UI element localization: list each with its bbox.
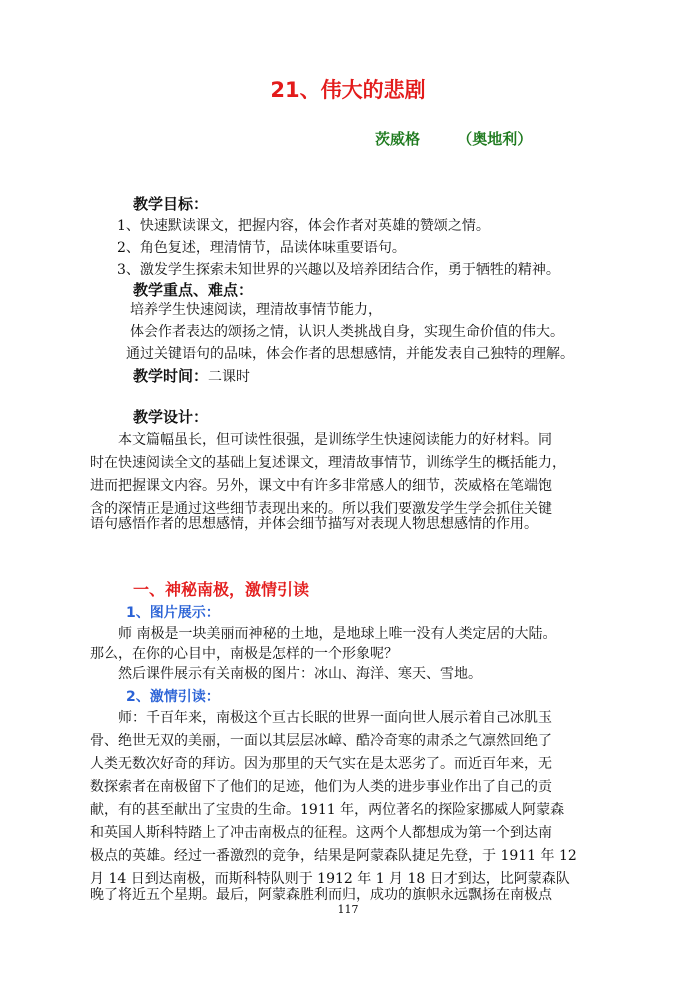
section-heading: 一、神秘南极，激情引读 <box>133 580 310 599</box>
paragraph-line: 人类无数次好奇的拜访。因为那里的天气实在是太恶劣了。而近百年来，无 <box>90 756 552 772</box>
paragraph-line: 和英国人斯科特踏上了冲击南极点的征程。这两个人都想成为第一个到达南 <box>90 825 552 841</box>
time-line <box>133 365 250 386</box>
key-point-item: 通过关键语句的品味，体会作者的思想感情，并能发表自己独特的理解。 <box>126 346 574 362</box>
paragraph-line: 月 14 日到达南极，而斯科特队则于 1912 年 1 月 18 日才到达，比阿蒙森队 <box>90 871 570 887</box>
subsection-heading: 2、激情引读： <box>126 689 220 705</box>
objective-item: 2、角色复述，理清情节，品读体味重要语句。 <box>117 240 406 256</box>
page-number: 117 <box>337 903 359 916</box>
paragraph-line: 那么，在你的心目中，南极是怎样的一个形象呢？ <box>90 646 398 662</box>
key-point-item: 体会作者表达的颂扬之情，认识人类挑战自身，实现生命价值的伟大。 <box>130 324 564 340</box>
paragraph-line: 然后课件展示有关南极的图片：冰山、海洋、寒天、雪地。 <box>118 666 482 682</box>
objective-item: 3、激发学生探索未知世界的兴趣以及培养团结合作，勇于牺牲的精神。 <box>117 262 560 278</box>
objective-item: 1、快速默读课文，把握内容，体会作者对英雄的赞颂之情。 <box>117 218 490 234</box>
design-heading: 教学设计： <box>133 408 209 426</box>
time-heading: 教学时间： <box>133 367 209 385</box>
paragraph-line: 献，有的甚至献出了宝贵的生命。1911 年，两位著名的探险家挪威人阿蒙森 <box>90 802 565 818</box>
design-line: 进而把握课文内容。另外，课文中有许多非常感人的细节，茨威格在笔端饱 <box>90 478 552 494</box>
paragraph-line: 晚了将近五个星期。最后，阿蒙森胜利而归，成功的旗帜永远飘扬在南极点 <box>90 887 552 903</box>
key-points-heading: 教学重点、难点： <box>133 281 254 299</box>
design-line: 本文篇幅虽长，但可读性很强，是训练学生快速阅读能力的好材料。同 <box>118 432 552 448</box>
paragraph-line: 师 南极是一块美丽而神秘的土地，是地球上唯一没有人类定居的大陆。 <box>118 626 557 642</box>
objectives-heading: 教学目标： <box>133 195 209 213</box>
paragraph-line: 骨、绝世无双的美丽，一面以其层层冰嶂、酷冷奇寒的肃杀之气凛然回绝了 <box>90 733 552 749</box>
page-title: 21、伟大的悲剧 <box>270 78 426 102</box>
paragraph-line: 师：千百年来，南极这个亘古长眠的世界一面向世人展示着自己冰肌玉 <box>118 710 552 726</box>
design-line: 含的深情正是通过这些细节表现出来的。所以我们要激发学生学会抓住关键 <box>90 501 552 517</box>
design-line: 时在快速阅读全文的基础上复述课文，理清故事情节，训练学生的概括能力， <box>90 455 566 471</box>
author-line: 茨威格 （奥地利） <box>375 130 533 148</box>
subsection-heading: 1、图片展示： <box>126 605 220 621</box>
design-line: 语句感悟作者的思想感情，并体会细节描写对表现人物思想感情的作用。 <box>90 516 538 532</box>
time-value: 二课时 <box>208 369 251 385</box>
paragraph-line: 极点的英雄。经过一番激烈的竞争，结果是阿蒙森队捷足先登，于 1911 年 12 <box>90 848 577 864</box>
paragraph-line: 数探索者在南极留下了他们的足迹，他们为人类的进步事业作出了自己的贡 <box>90 779 552 795</box>
key-point-item: 培养学生快速阅读，理清故事情节能力， <box>130 302 382 318</box>
